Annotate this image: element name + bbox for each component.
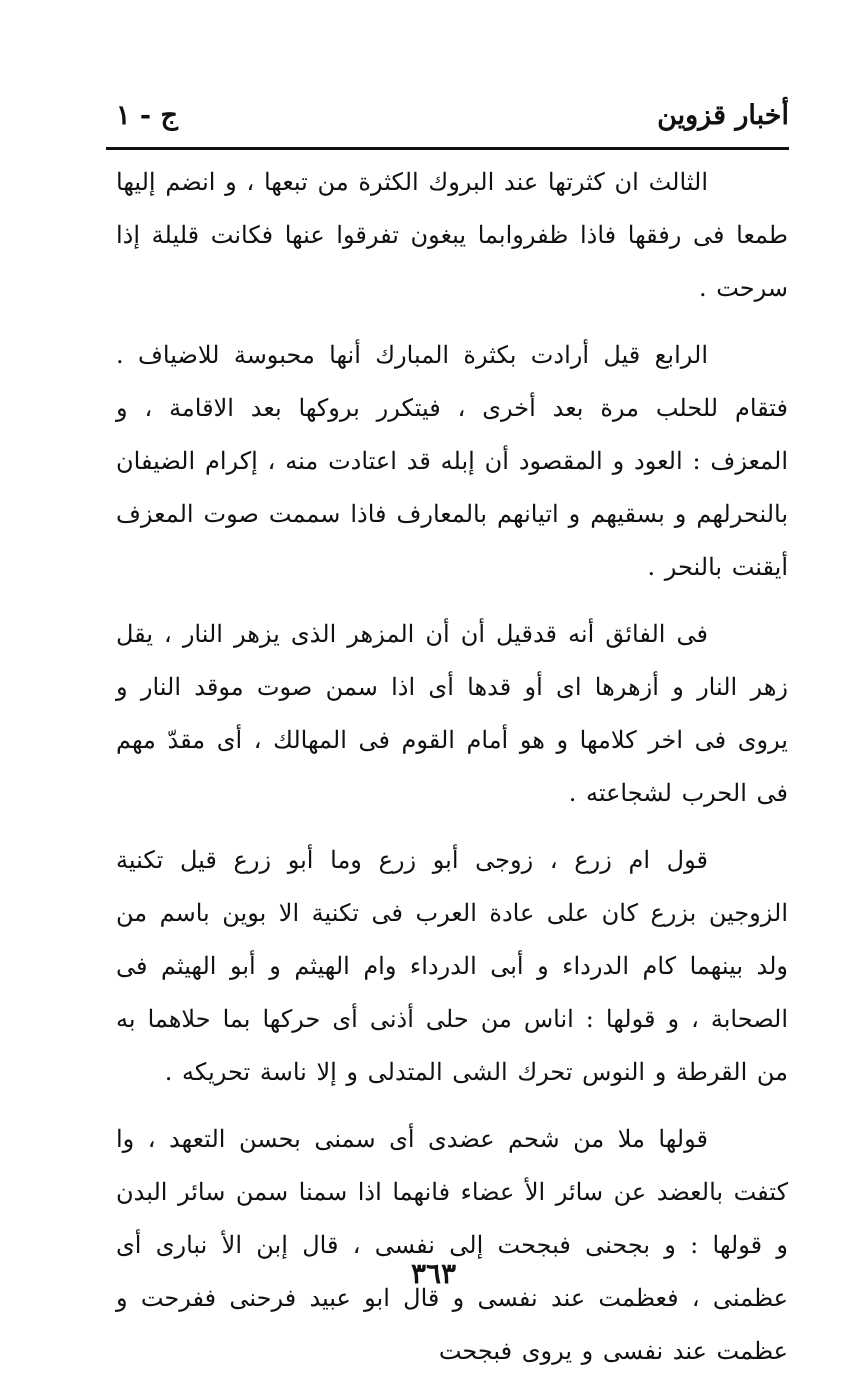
running-header — [106, 98, 789, 144]
page-body — [116, 156, 788, 1392]
volume-label: ج - ١ — [116, 100, 178, 131]
paragraph: قول ام زرع ، زوجى أبو زرع وما أبو زرع قيل تكنية الزوجين بزرع كان على عادة العرب فى تكنية الا بوين باسم من ولد بينهما كام الدرداء و أبى الدرداء وام الهيثم و أبو الهيثم فى الصحابة ، و قولها : اناس من حلى أذنى أى حركها بما حلاهما به من القرطة و النوس تحرك الشى المتدلى و إلا ناسة تحريكه . — [116, 846, 788, 1086]
paragraph: فى الفائق أنه قدقيل أن أن المزهر الذى يزهر النار ، يقل زهر النار و أزهرها اى أو قدها أى اذا سمن صوت موقد النار و يروى فى اخر كلامها و هو أمام القوم فى المهالك ، أى مقدّ مهم فى الحرب لشجاعته . — [116, 620, 788, 807]
book-title: أخبار قزوين — [657, 100, 789, 131]
header-rule — [106, 147, 789, 150]
paragraph: الرابع قيل أرادت بكثرة المبارك أنها محبوسة للاضياف . فتقام للحلب مرة بعد أخرى ، فيتكرر بروكها بعد الاقامة ، و المعزف : العود و المقصود أن إبله قد اعتادت منه ، إكرام الضيفان بالنحرلهم و بسقيهم و اتيانهم بالمعارف فاذا سممت صوت المعزف أيقنت بالنحر . — [116, 341, 788, 581]
paragraph: الثالث ان كثرتها عند البروك الكثرة من تبعها ، و انضم إليها طمعا فى رفقها فاذا ظفروابما يبغون تفرقوا عنها فكانت قليلة إذا سرحت . — [116, 168, 788, 302]
page-number: ٣٦٣ — [410, 1257, 457, 1290]
paragraph: قولها ملا من شحم عضدى أى سمنى بحسن التعهد ، وا كتفت بالعضد عن سائر الأ عضاء فانهما اذا سمنا سمن سائر البدن و قولها : و بجحنى فبجحت إلى نفسى ، قال إبن الأ نبارى أى عظمنى ، فعظمت عند نفسى و قال ابو عبيد فرحنى ففرحت و عظمت عند نفسى و يروى فبجحت — [116, 1125, 788, 1365]
